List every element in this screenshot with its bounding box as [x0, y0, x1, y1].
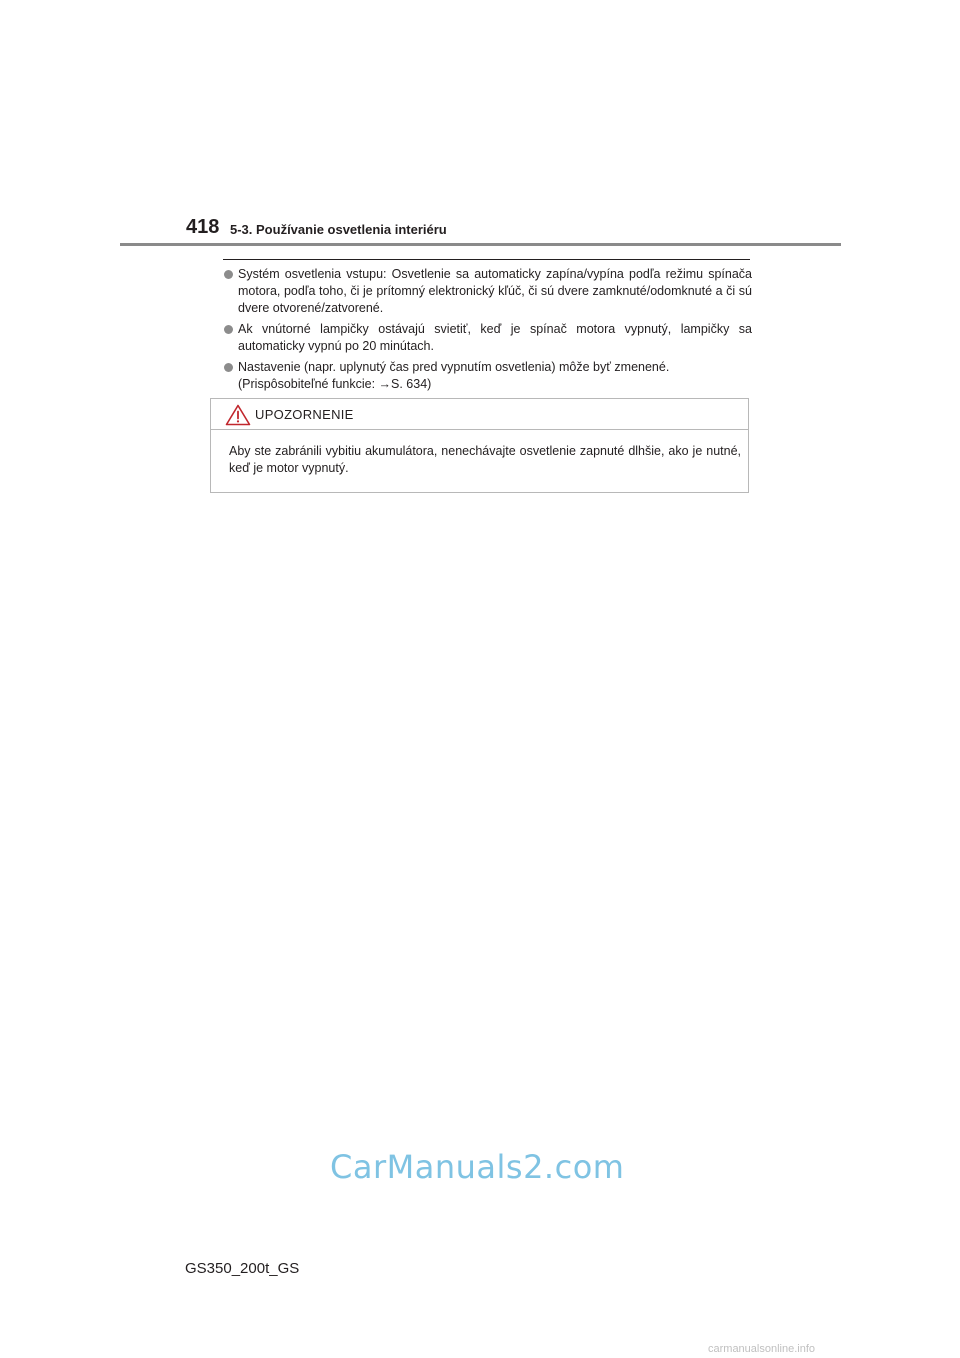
note-text: Nastavenie (napr. uplynutý čas pred vypnutím osvetlenia) môže byť zmenené. [238, 360, 670, 374]
note-cross-reference: (Prispôsobiteľné funkcie: →S. 634) [238, 377, 432, 391]
header-divider [120, 243, 841, 246]
bullet-dot-icon [224, 270, 233, 279]
note-text: Systém osvetlenia vstupu: Osvetlenie sa automaticky zapína/vypína podľa režimu spínača motora, podľa toho, či je prítomný elektronický kľúč, či sú dvere zamknuté/odomknuté a či sú dvere otvorené/zatvorené. [238, 267, 752, 315]
source-watermark: carmanualsonline.info [708, 1343, 816, 1355]
note-item [222, 266, 752, 317]
content-divider [223, 259, 750, 260]
warning-header [211, 399, 748, 430]
section-title: 5-3. Používanie osvetlenia interiéru [230, 222, 447, 237]
warning-triangle-icon [225, 404, 251, 426]
warning-text: Aby ste zabránili vybitiu akumulátora, nenechávajte osvetlenie zapnuté dlhšie, ako je nutné, keď je motor vypnutý. [229, 444, 741, 475]
note-item [222, 359, 752, 393]
watermark: CarManuals2.com [330, 1148, 625, 1186]
bullet-dot-icon [224, 363, 233, 372]
bullet-dot-icon [224, 325, 233, 334]
note-text: Ak vnútorné lampičky ostávajú svietiť, keď je spínač motora vypnutý, lampičky sa automaticky vypnú po 20 minútach. [238, 322, 752, 353]
warning-title: UPOZORNENIE [255, 407, 354, 422]
note-item [222, 321, 752, 355]
page-number: 418 [186, 216, 220, 238]
warning-box [210, 398, 749, 493]
note-list [222, 266, 752, 397]
footer-model-code: GS350_200t_GS [185, 1260, 300, 1277]
